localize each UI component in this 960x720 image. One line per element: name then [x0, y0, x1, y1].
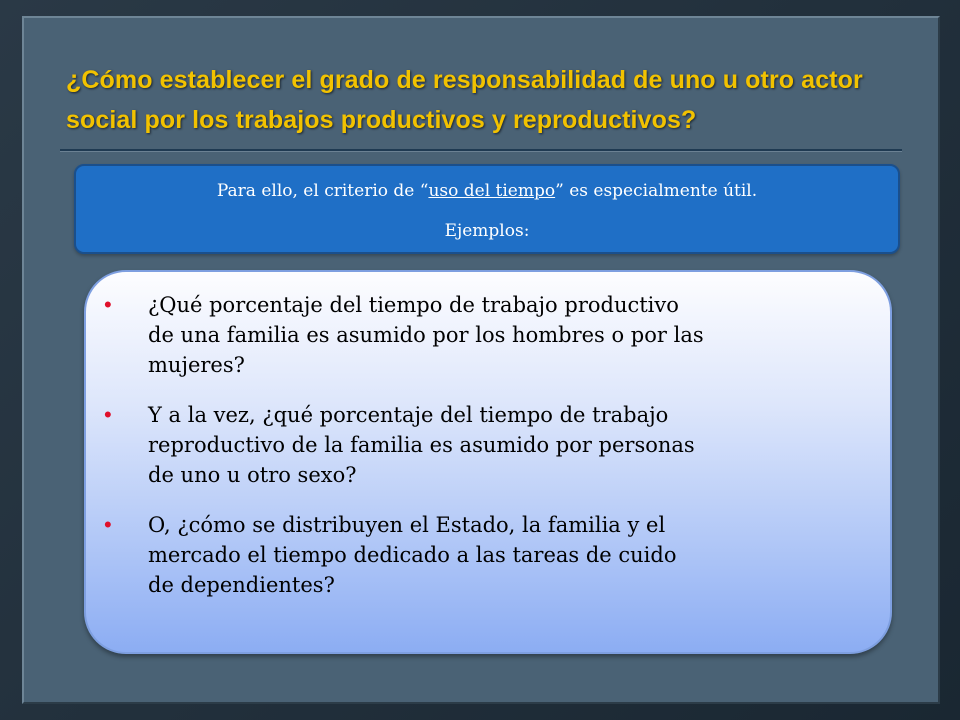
bullet-icon: • [104, 292, 112, 317]
bullet-line: Y a la vez, ¿qué porcentaje del tiempo de trabajo [148, 403, 669, 427]
intro-box [74, 164, 900, 254]
bullet-icon: • [104, 402, 112, 427]
bullet-line: de una familia es asumido por los hombres o por las [148, 323, 704, 347]
bullet-line: mujeres? [148, 353, 245, 377]
bullet-line: de dependientes? [148, 573, 335, 597]
slide-title: ¿Cómo establecer el grado de responsabilidad de uno u otro actor social por los trabajos productivos y reproductivos? [66, 66, 863, 134]
bullet-text [148, 400, 868, 490]
bullet-line: ¿Qué porcentaje del tiempo de trabajo productivo [148, 293, 679, 317]
bullet-line: reproductivo de la familia es asumido por personas [148, 433, 695, 457]
intro-criterion-text [76, 178, 898, 204]
intro-underlined-term: uso del tiempo [428, 181, 556, 201]
bullet-icon: • [104, 512, 112, 537]
title-divider [60, 149, 902, 152]
examples-box [84, 270, 892, 654]
bullet-line: mercado el tiempo dedicado a las tareas de cuido [148, 543, 677, 567]
bullet-line: de uno u otro sexo? [148, 463, 357, 487]
bullet-text [148, 290, 868, 380]
intro-text-after: ” es especialmente útil. [555, 181, 758, 201]
bullet-text [148, 510, 868, 600]
intro-text-before: Para ello, el criterio de “ [216, 181, 429, 201]
intro-examples-label: Ejemplos: [444, 221, 530, 241]
bullet-line: O, ¿cómo se distribuyen el Estado, la familia y el [148, 513, 666, 537]
